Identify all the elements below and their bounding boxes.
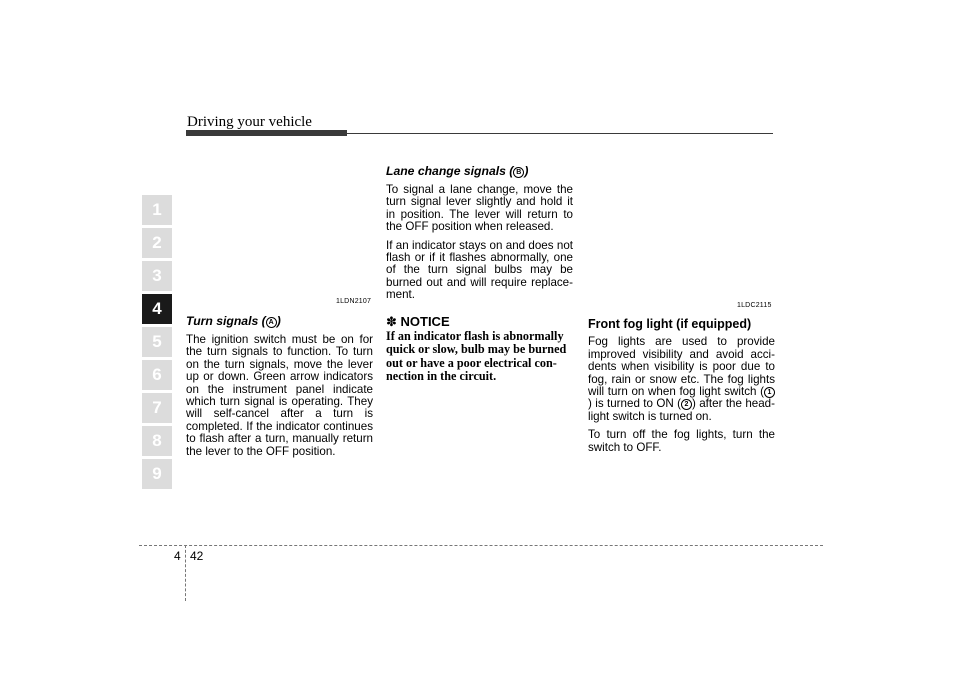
- footer-divider: [185, 545, 186, 601]
- image-code-turn-signals: 1LDN2107: [336, 298, 372, 305]
- chapter-tabs: [142, 195, 172, 492]
- header-rule-thin: [347, 133, 773, 134]
- fog-light-para-1: Fog lights are used to provide improved visibility and avoid acci-dents when visibility is poor due to fog, rain or snow etc. The fog lights will turn on when fog light switch ( 1) is turned to ON ( 2 ) after the head-light switch is turned on.: [588, 335, 775, 423]
- chapter-tab-8[interactable]: 8: [142, 426, 172, 456]
- marker-2: 2: [681, 399, 692, 410]
- image-code-fog-light: 1LDC2115: [737, 302, 772, 309]
- chapter-tab-6[interactable]: 6: [142, 360, 172, 390]
- footer-chapter-number: 4: [174, 549, 181, 563]
- turn-signals-body: The ignition switch must be on for the turn signals to function. To turn on the turn signals, move the lever up or down. Green arrow indicators on the instrument panel indicate which turn signal is operating. They will self-cancel after a turn is completed. If the indicator continues to flash after a turn, manually return the lever to the OFF position.: [186, 333, 373, 458]
- chapter-tab-1[interactable]: 1: [142, 195, 172, 225]
- chapter-tab-7[interactable]: 7: [142, 393, 172, 423]
- column-turn-signals: [186, 315, 373, 464]
- fog-light-para-2: To turn off the fog lights, turn the switch to OFF.: [588, 428, 775, 454]
- marker-b: B: [513, 167, 524, 178]
- turn-signals-heading: Turn signals ( A ): [186, 314, 281, 328]
- chapter-tab-3[interactable]: 3: [142, 261, 172, 291]
- marker-a: A: [266, 317, 277, 328]
- chapter-tab-5[interactable]: 5: [142, 327, 172, 357]
- notice-body: If an indicator flash is abnormally quick or slow, bulb may be burned out or have a poor electrical con-nection in the circuit.: [386, 329, 567, 384]
- marker-1: 1: [764, 387, 775, 398]
- header-rule-thick: [186, 130, 347, 136]
- column-lane-change: [386, 165, 573, 384]
- lane-change-para-1: To signal a lane change, move the turn signal lever slightly and hold it in position. The lever will return to the OFF position when released.: [386, 183, 573, 234]
- column-fog-light: [588, 318, 775, 460]
- lane-change-para-2: If an indicator stays on and does not flash or if it flashes abnormally, one of the turn signal bulbs may be burned out and will require replace-ment.: [386, 238, 573, 302]
- notice-title: ✽ NOTICE: [386, 313, 450, 329]
- page-header-title: Driving your vehicle: [187, 114, 312, 130]
- footer-rule: [139, 545, 823, 546]
- fog-light-heading: Front fog light (if equipped): [588, 317, 752, 331]
- lane-change-heading: Lane change signals ( B ): [386, 164, 529, 178]
- chapter-tab-2[interactable]: 2: [142, 228, 172, 258]
- footer-page-number: 42: [190, 549, 204, 563]
- chapter-tab-9[interactable]: 9: [142, 459, 172, 489]
- chapter-tab-4[interactable]: 4: [142, 294, 172, 324]
